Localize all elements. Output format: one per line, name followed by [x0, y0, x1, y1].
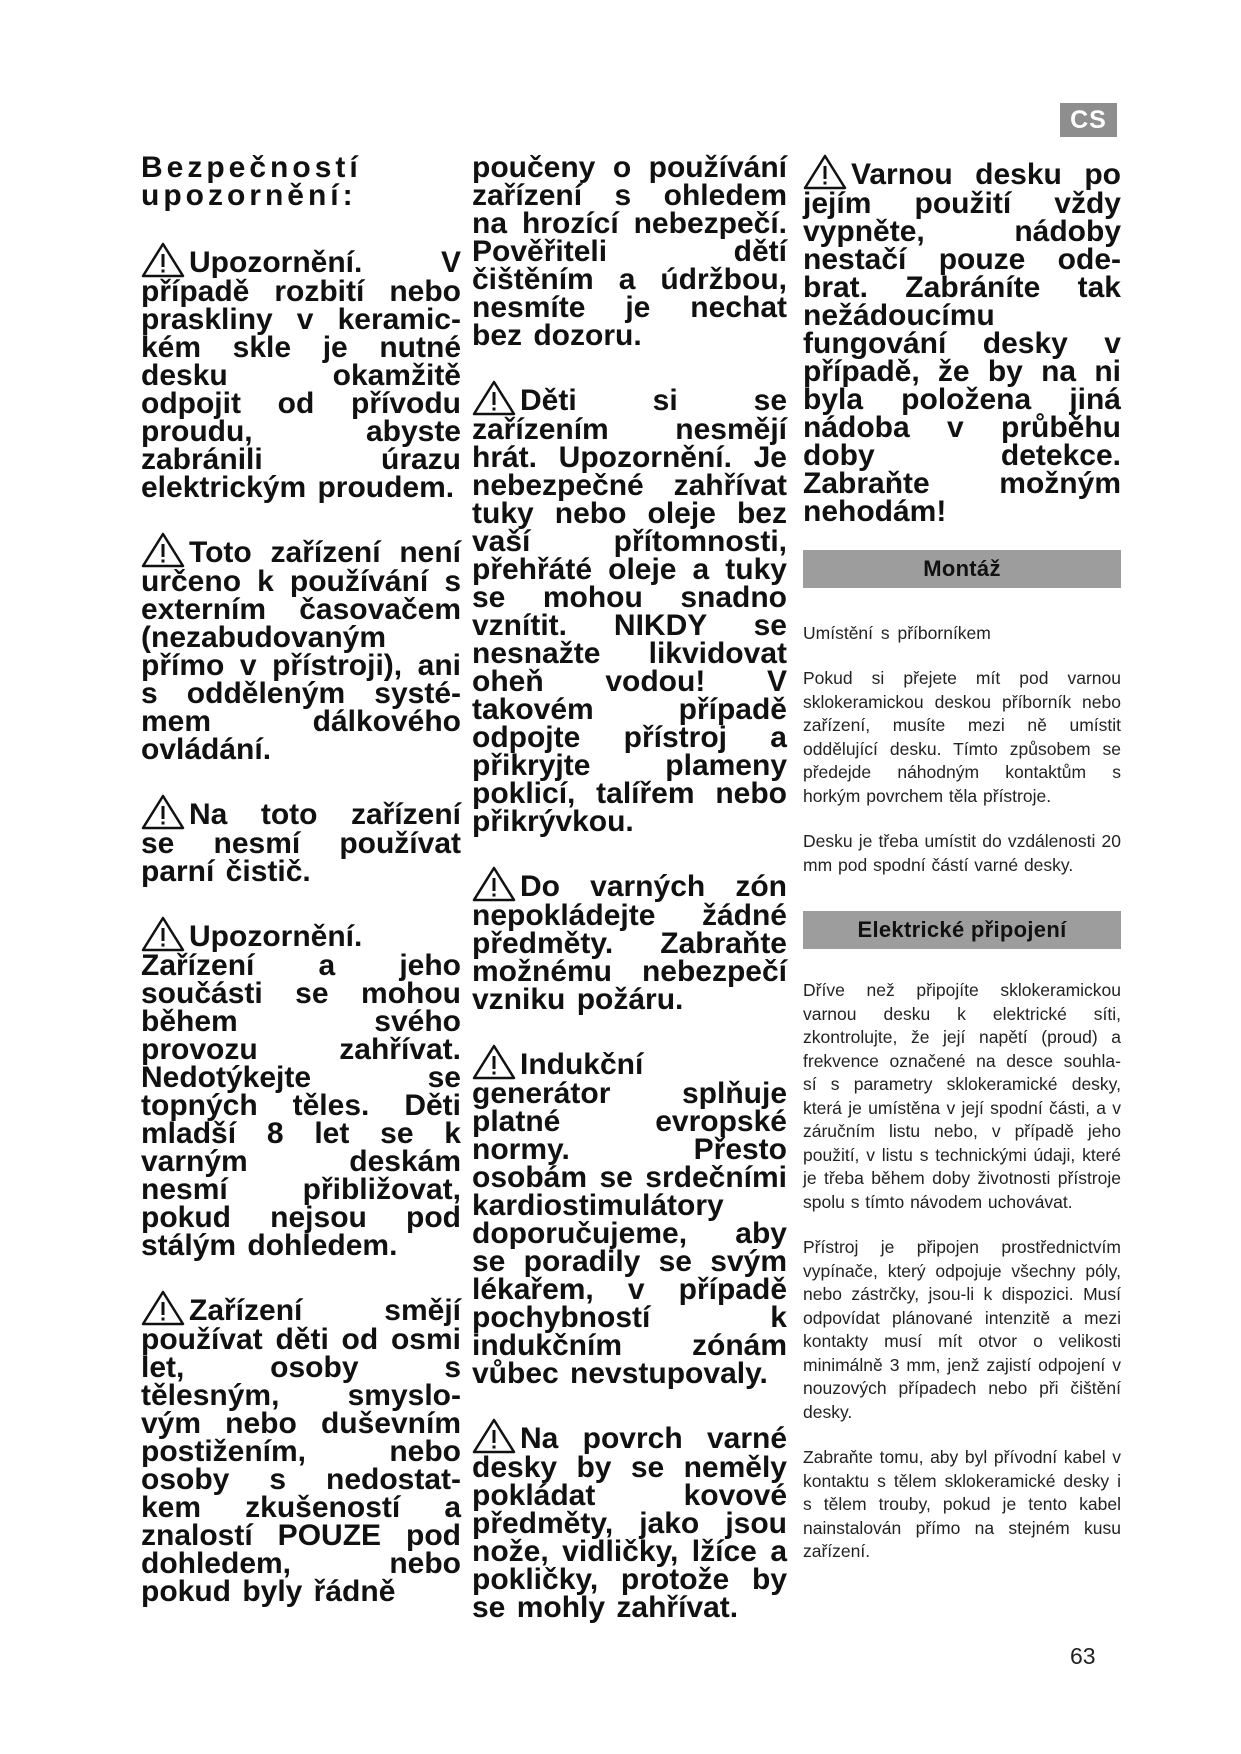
body-paragraph: Pokud si přejete mít pod varnou sklokeramickou deskou příborník nebo zařízení, musíte mezi ně umístit oddělující desku. Tímto způsobem se předejde náhodným kontaktům s horkým povrchem těla přístroje. — [803, 668, 1121, 806]
warning-triangle-icon — [472, 380, 516, 416]
warning-triangle-icon — [141, 916, 185, 952]
warning-broken-glass — [141, 242, 461, 502]
warning-text: Do varných zón nepokládejte žádné předměty. Zabraňte možnému nebezpečí vzniku požáru. — [472, 870, 787, 1016]
warning-text: Zařízení smějí používat děti od osmi let, osoby s tělesným, smyslo- vým nebo duševním postižením, nebo osoby s nedostat- kem zkušeností a znalostí POUZE pod dohledem, nebo pokud byly řádně — [141, 1294, 461, 1608]
warning-triangle-icon — [141, 794, 185, 830]
language-badge: CS — [1060, 103, 1117, 137]
warning-text: Upozornění. Zařízení a jeho součásti se mohou během svého provozu zahřívat. Nedotýkejte se topných těles. Děti mladší 8 let se k varným deskám nesmí přibližovat, pokud nejsou pod stálým dohledem. — [141, 920, 461, 1262]
section-title-electrical: Elektrické připojení — [803, 911, 1121, 949]
warning-steam-cleaner — [141, 794, 461, 886]
warning-text: Děti si se zařízením nesmějí hrát. Upozornění. Je nebezpečné zahřívat tuky nebo oleje bez vaší přítomnosti, přehřáté oleje a tuky se mohou snadno vznítit. NIKDY se nesnažte likvidovat oheň vodou! V takovém případě odpojte přístroj a přikryjte plameny poklicí, talířem nebo přikrývkou. — [472, 384, 787, 838]
body-paragraph: Přístroj je připojen prostřednictvím vypínače, který odpojuje všechny póly, nebo zástrčky, jsou-li k dispozici. Musí odpovídat plánované intenzitě a mezi kontakty musí mít otvor o velikosti minimálně 3 mm, jenž zajistí odpojení v nouzových případech nebo při čištění desky. — [803, 1237, 1121, 1422]
warning-triangle-icon — [141, 1290, 185, 1326]
body-paragraph: Zabraňte tomu, aby byl přívodní kabel v kontaktu s tělem sklokeramické desky i s tělem trouby, pokud je tento kabel nainstalován přímo na stejném kusu zařízení. — [803, 1447, 1121, 1561]
warning-hot-parts — [141, 916, 461, 1260]
warning-switch-off — [803, 154, 1121, 526]
warning-objects-on-zones — [472, 866, 787, 1014]
safety-heading: Bezpečností upozornění: — [141, 151, 362, 212]
warning-pacemaker — [472, 1044, 787, 1388]
warning-triangle-icon — [141, 532, 185, 568]
warning-metal-objects — [472, 1418, 787, 1622]
warning-text: Na povrch varné desky by se neměly pokládat kovové předměty, jako jsou nože, vidličky, lžíce a pokličky, protože by se mohly zahřívat. — [472, 1422, 787, 1624]
subheading-placement: Umístění s příborníkem — [803, 623, 991, 643]
warning-children-play — [472, 380, 787, 836]
section-title-montaz: Montáž — [803, 550, 1121, 588]
warning-text: Upozornění. V případě rozbití nebo praskliny v keramic- kém skle je nutné desku okamžitě odpojit od přívodu proudu, abyste zabránili úrazu elektrickým proudem. — [141, 246, 461, 504]
column-3 — [803, 154, 1121, 1564]
warning-text: Varnou desku po jejím použití vždy vypněte, nádoby nestačí pouze ode- brat. Zabráníte tak nežádoucímu fungování desky v případě, že by na ni byla položena jiná nádoba v průběhu doby detekce. Zabraňte možným nehodám! — [803, 158, 1121, 528]
warning-triangle-icon — [472, 1418, 516, 1454]
warning-text: Toto zařízení není určeno k používání s externím časovačem (nezabudovaným přímo v přístroji), ani s odděleným systé- mem dálkového ovládání. — [141, 536, 461, 766]
warning-triangle-icon — [472, 866, 516, 902]
page-number: 63 — [1070, 1643, 1096, 1669]
warning-triangle-icon — [141, 242, 185, 278]
warning-text: Indukční generátor splňuje platné evropské normy. Přesto osobám se srdečními kardiostimulátory doporučujeme, aby se poradily se svým lékařem, v případě pochybností k indukčním zónám vůbec nevstupovaly. — [472, 1048, 787, 1390]
warning-triangle-icon — [803, 154, 847, 190]
body-paragraph: Dříve než připojíte sklokeramickou varnou desku k elektrické síti, zkontrolujte, že její napětí (proud) a frekvence označené na desce souhla- sí s parametry sklokeramické desky, která je umístěna v její spodní části, a v záručním listu nebo, v případě jeho použití, v listu s technickými údaji, které je třeba během doby životnosti přístroje spolu s tímto návodem uchovávat. — [803, 980, 1121, 1212]
column-2 — [472, 151, 787, 1624]
column-1 — [141, 151, 461, 1608]
warning-text: Na toto zařízení se nesmí používat parní čistič. — [141, 798, 461, 888]
body-paragraph: Desku je třeba umístit do vzdálenosti 20 mm pod spodní částí varné desky. — [803, 831, 1121, 875]
warning-triangle-icon — [472, 1044, 516, 1080]
warning-timer — [141, 532, 461, 764]
warning-children — [141, 1290, 461, 1606]
continued-text: poučeny o používání zařízení s ohledem na hrozící nebezpečí. Pověřiteli dětí čištěním a údržbou, nesmíte je nechat bez dozoru. — [472, 151, 787, 352]
